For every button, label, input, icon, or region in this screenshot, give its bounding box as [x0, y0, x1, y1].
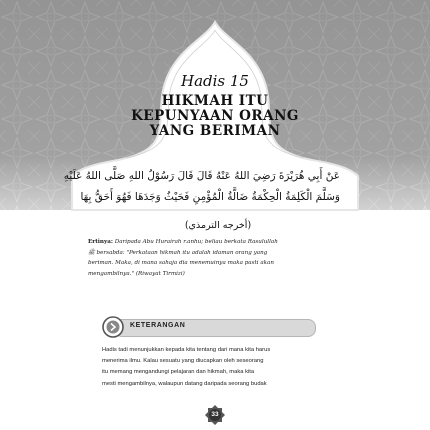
- keterangan-body: [102, 345, 332, 390]
- body-line: menerima ilmu. Kalau sesuatu yang diucapkan oleh seseorang: [102, 358, 264, 365]
- body-line: itu memang mengandungi pelajaran dan hikmah, maka kita: [102, 369, 255, 376]
- hadith-title-line-3: YANG BERIMAN: [149, 123, 281, 139]
- keterangan-header: [102, 316, 322, 338]
- translation-line: Daripada Abu Hurairah r.anhu; beliau berkata Rasulullah: [114, 239, 278, 245]
- translation-line: mengambilnya." (Riwayat Tirmizi): [88, 270, 185, 277]
- translation-line: ﷺ bersabda: "Perkataan hikmah itu adalah idaman orang yang: [88, 249, 268, 256]
- translation-block: [88, 237, 344, 279]
- arabic-source: (أخرجه الترمذي): [184, 220, 252, 231]
- translation-line: beriman. Maka, di mana sahaja dia menemuinya maka pasti akan: [88, 260, 274, 266]
- hadith-number: Hadis 15: [181, 72, 249, 90]
- page-number: 33: [211, 411, 219, 418]
- body-line: Hadis tadi menunjukkan kepada kita tentang dari mana kita harus: [102, 347, 271, 353]
- hadith-title-line-1: HIKMAH ITU: [161, 93, 269, 109]
- translation-label: Ertinya:: [88, 239, 113, 245]
- arabic-text-line-1: عَنْ أَبِي هُرَيْرَةَ رَضِيَ اللهُ عَنْهُ قَالَ قَالَ رَسُوْلُ اللهِ صَلَّى اللهُ عَلَيْهِ: [63, 170, 340, 182]
- arabic-text-line-2: وَسَلَّمَ الْكَلِمَةُ الْحِكْمَةُ ضَالَّةُ الْمُؤْمِنِ فَحَيْثُ وَجَدَهَا فَهُوَ أَحَقُّ بِهَا: [80, 191, 340, 203]
- keterangan-label: KETERANGAN: [130, 322, 186, 329]
- arrow-circle-icon: [102, 316, 124, 338]
- hadith-title-line-2: KEPUNYAAN ORANG: [131, 108, 299, 124]
- body-line: mesti mengambilnya, walaupun datang daripada seorang budak: [102, 380, 267, 387]
